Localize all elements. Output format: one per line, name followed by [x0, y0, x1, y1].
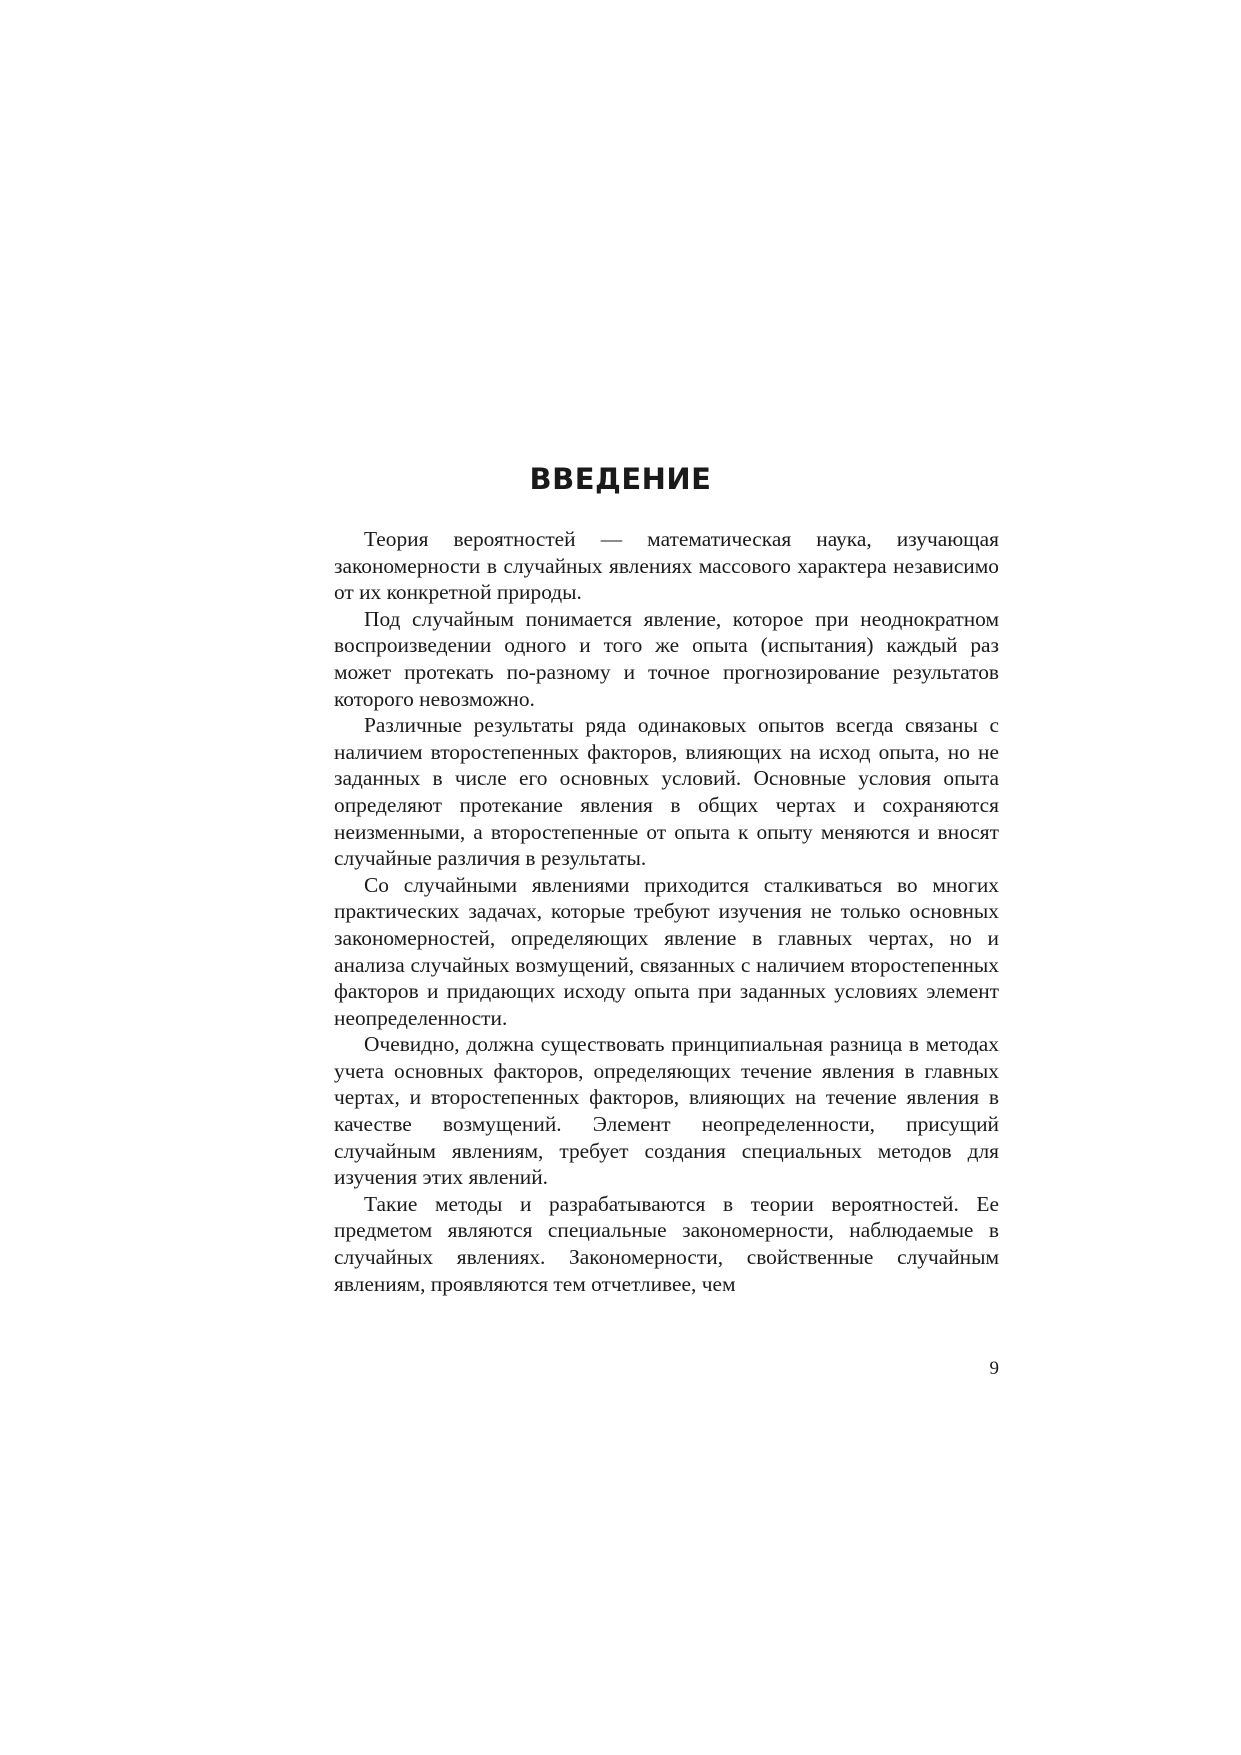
- page-number: 9: [989, 1358, 999, 1379]
- chapter-title: ВВЕДЕНИЕ: [529, 462, 712, 496]
- paragraph: Под случайным понимается явление, которое при неоднократном воспроизведении одного и того же опыта (испытания) каждый раз может протекать по-разному и точное прогнозирование результатов которого невозможно.: [334, 606, 999, 711]
- paragraph: Такие методы и разрабатываются в теории вероятностей. Ее предметом являются специальные закономерности, наблюдаемые в случайных явлениях. Закономерности, свойственные случайным явлениям, проявляются тем отчетливее, чем: [334, 1191, 999, 1296]
- paragraph: Очевидно, должна существовать принципиальная разница в методах учета основных факторов, определяющих течение явления в главных чертах, и второстепенных факторов, влияющих на течение явления в качестве возмущений. Элемент неопределенности, присущий случайным явлениям, требует создания специальных методов для изучения этих явлений.: [334, 1032, 999, 1190]
- paragraph: Со случайными явлениями приходится сталкиваться во многих практических задачах, которые требуют изучения не только основных закономерностей, определяющих явление в главных чертах, но и анализа случайных возмущений, связанных с наличием второстепенных факторов и придающих исходу опыта при заданных условиях элемент неопределенности.: [334, 872, 999, 1030]
- paragraph: Различные результаты ряда одинаковых опытов всегда связаны с наличием второстепенных факторов, влияющих на исход опыта, но не заданных в числе его основных условий. Основные условия опыта определяют протекание явления в общих чертах и сохраняются неизменными, а второстепенные от опыта к опыту меняются и вносят случайные различия в результаты.: [334, 713, 999, 871]
- paragraph: Теория вероятностей — математическая наука, изучающая закономерности в случайных явлениях массового характера независимо от их конкретной природы.: [334, 527, 999, 605]
- body-text: [334, 526, 999, 1297]
